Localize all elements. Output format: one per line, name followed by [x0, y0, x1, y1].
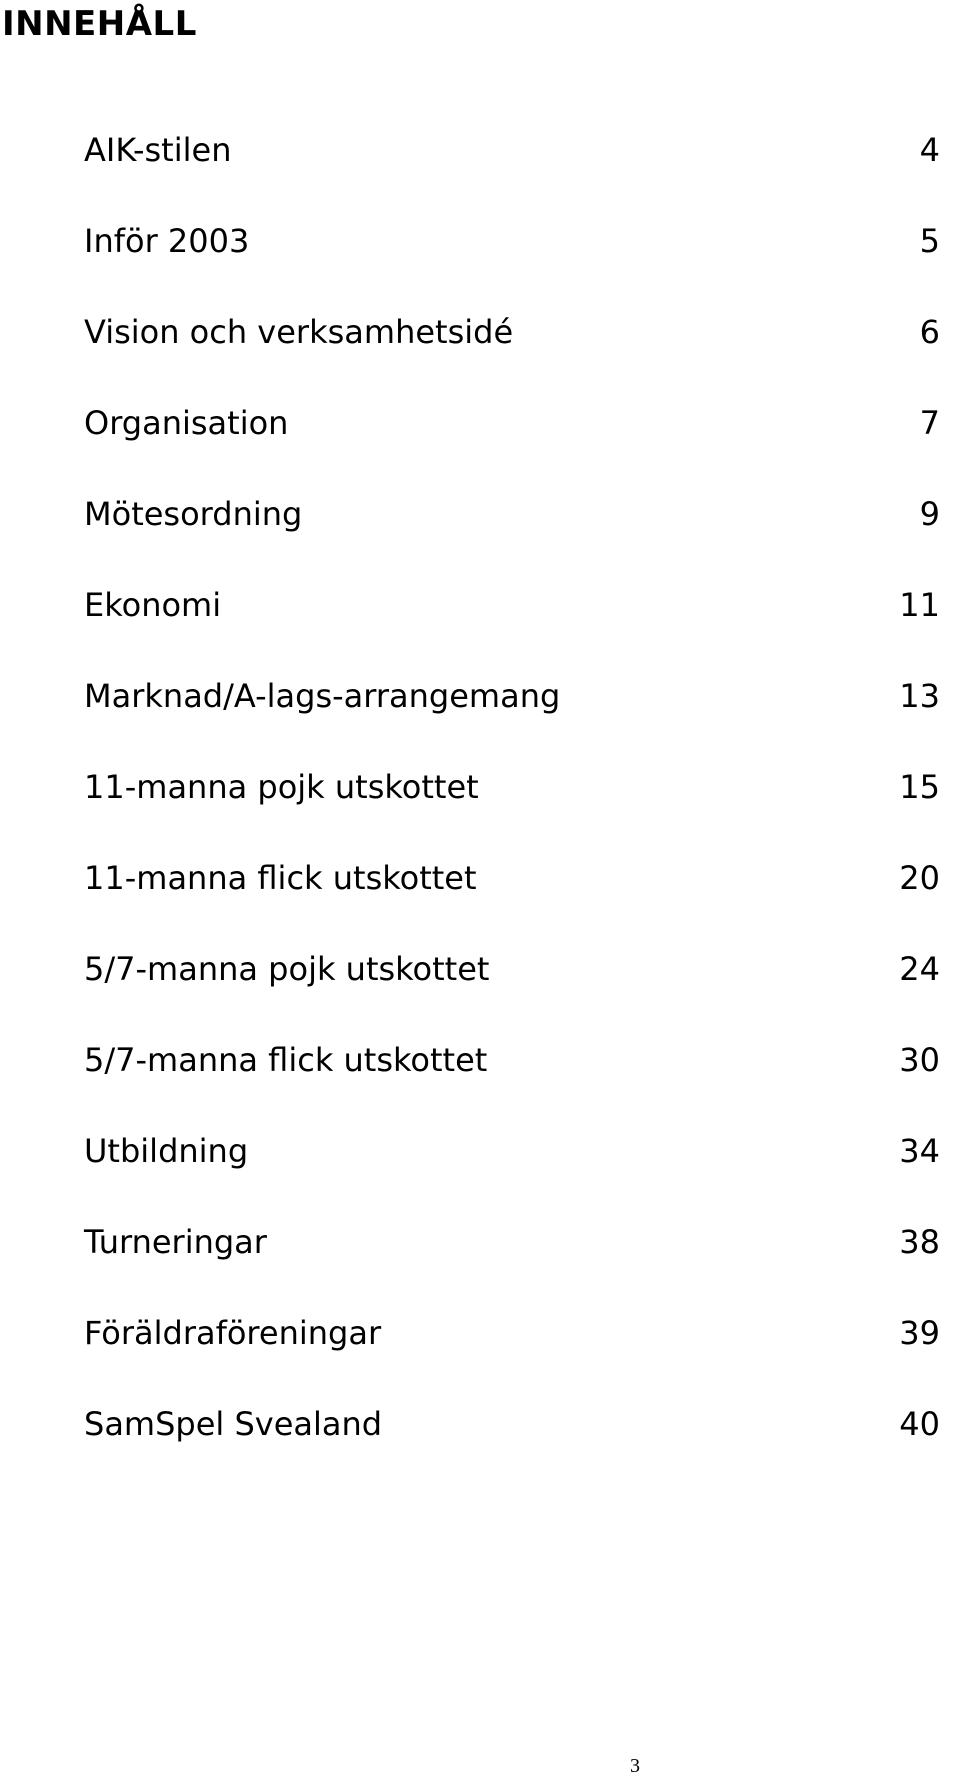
toc-entry-title: 11-manna pojk utskottet	[84, 768, 479, 806]
toc-entry-page: 6	[919, 313, 940, 351]
toc-entry	[84, 217, 960, 308]
toc-entry	[84, 399, 960, 490]
toc-entry-page: 24	[899, 950, 940, 988]
toc-entry	[84, 126, 960, 217]
toc-entry-page: 34	[899, 1132, 940, 1170]
toc-entry	[84, 1218, 960, 1309]
toc-entry-title: Inför 2003	[84, 222, 250, 260]
toc-entry-page: 9	[919, 495, 940, 533]
toc-entry-page: 4	[919, 131, 940, 169]
toc-entry-title: Turneringar	[84, 1223, 267, 1261]
toc-entry-page: 30	[899, 1041, 940, 1079]
toc-entry-title: 5/7-manna pojk utskottet	[84, 950, 490, 988]
toc-entry-title: Föräldraföreningar	[84, 1314, 382, 1352]
toc-entry-title: Ekonomi	[84, 586, 222, 624]
toc-entry-page: 15	[899, 768, 940, 806]
toc-entry	[84, 763, 960, 854]
toc-entry-title: Mötesordning	[84, 495, 303, 533]
toc-entry	[84, 945, 960, 1036]
toc-entry	[84, 672, 960, 763]
toc-entry	[84, 308, 960, 399]
toc-entry-page: 39	[899, 1314, 940, 1352]
toc-entry-page: 7	[919, 404, 940, 442]
toc-entry	[84, 1400, 960, 1491]
toc-entry-page: 20	[899, 859, 940, 897]
toc-entry	[84, 1309, 960, 1400]
page-number: 3	[630, 1755, 640, 1777]
toc-entry	[84, 581, 960, 672]
toc-entry-title: 5/7-manna flick utskottet	[84, 1041, 488, 1079]
toc-entry-page: 38	[899, 1223, 940, 1261]
toc-entry-page: 5	[919, 222, 940, 260]
page-title: INNEHÅLL	[2, 4, 197, 44]
toc-entry-page: 11	[899, 586, 940, 624]
toc-entry-title: Vision och verksamhetsidé	[84, 313, 514, 351]
toc-entry-title: Marknad/A-lags-arrangemang	[84, 677, 561, 715]
toc-entry	[84, 490, 960, 581]
toc-entry-page: 40	[899, 1405, 940, 1443]
table-of-contents	[84, 126, 960, 1491]
toc-entry	[84, 1036, 960, 1127]
toc-entry	[84, 854, 960, 945]
toc-entry-title: AIK-stilen	[84, 131, 232, 169]
toc-entry-title: Utbildning	[84, 1132, 249, 1170]
toc-entry-title: Organisation	[84, 404, 289, 442]
toc-entry-title: SamSpel Svealand	[84, 1405, 383, 1443]
toc-entry-page: 13	[899, 677, 940, 715]
toc-entry-title: 11-manna flick utskottet	[84, 859, 477, 897]
toc-entry	[84, 1127, 960, 1218]
